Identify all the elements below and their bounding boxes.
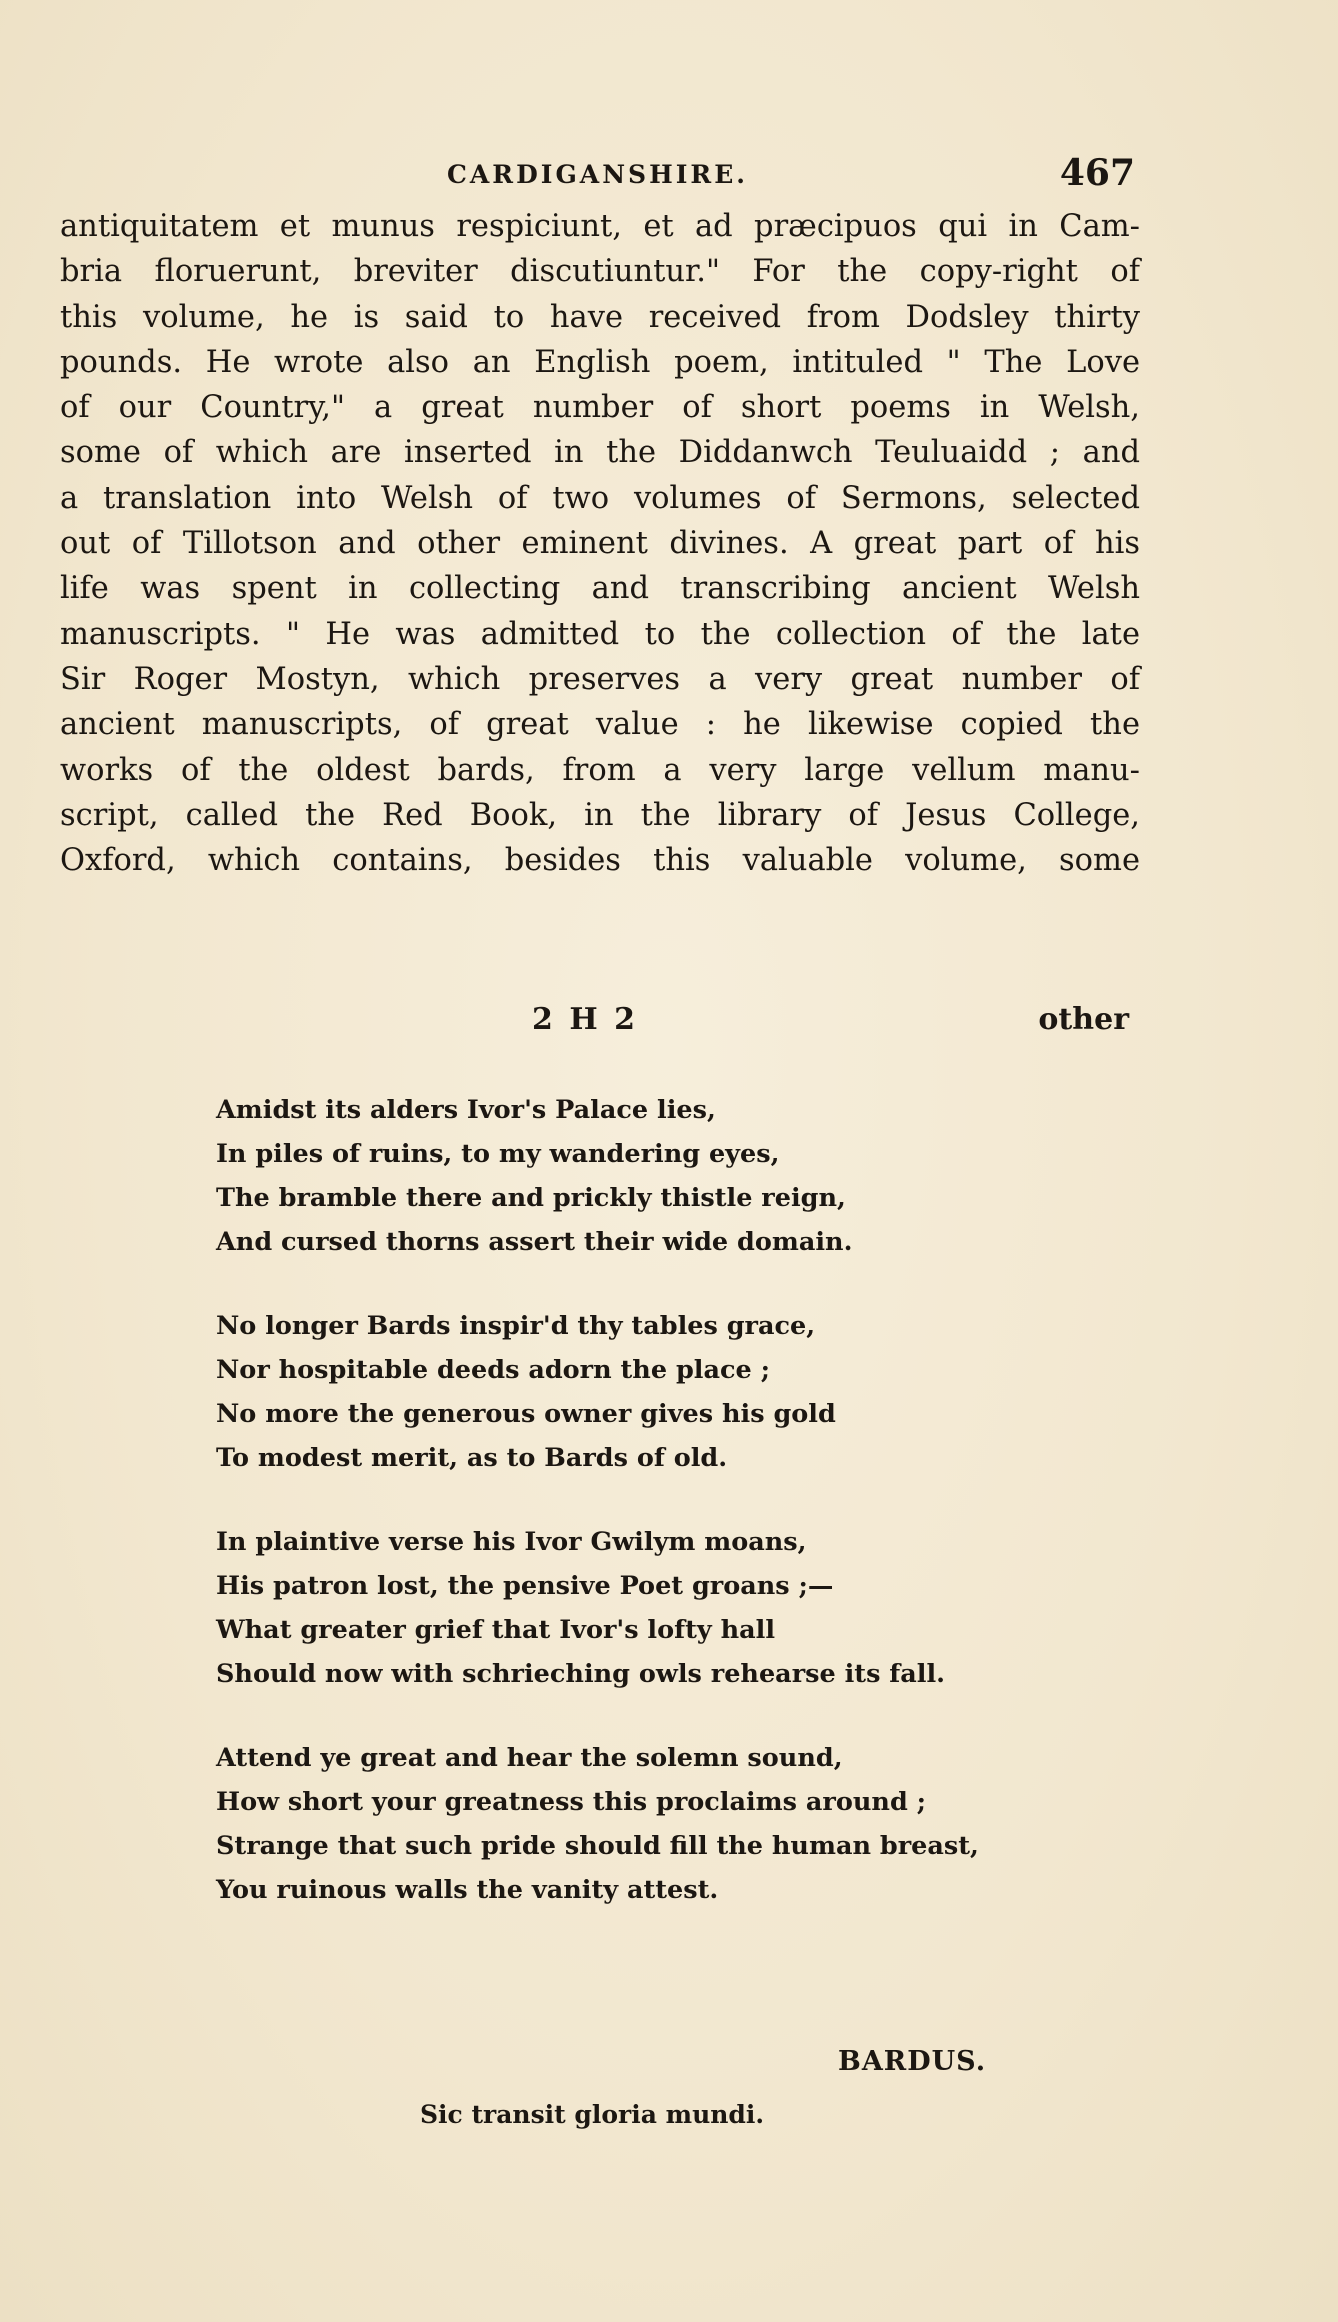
- poem-verse: In piles of ruins, to my wandering eyes,: [216, 1139, 780, 1169]
- poem-verse: Attend ye great and hear the solemn sound,: [216, 1743, 843, 1773]
- poem-verse: Should now with schrieching owls rehearse its fall.: [216, 1659, 946, 1689]
- page-header: [60, 152, 1135, 202]
- prose-line: Oxford, which contains, besides this valuable volume, some: [60, 843, 1140, 879]
- poem-stanza: [216, 1088, 996, 1264]
- poem-stanza: [216, 1520, 996, 1696]
- prose-line: script, called the Red Book, in the library of Jesus College,: [60, 797, 1140, 833]
- poem-verse: What greater grief that Ivor's lofty hall: [216, 1615, 776, 1645]
- poem-verse: Strange that such pride should fill the human breast,: [216, 1831, 979, 1861]
- running-head: CARDIGANSHIRE.: [447, 160, 748, 189]
- poem-verse: To modest merit, as to Bards of old.: [216, 1443, 728, 1473]
- prose-line: of our Country," a great number of short poems in Welsh,: [60, 390, 1140, 426]
- poem-verse: The bramble there and prickly thistle reign,: [216, 1183, 846, 1213]
- poem-verse: No longer Bards inspir'd thy tables grace,: [216, 1311, 816, 1341]
- prose-line: Sir Roger Mostyn, which preserves a very great number of: [60, 661, 1140, 697]
- poem-verse: And cursed thorns assert their wide domain.: [216, 1227, 853, 1257]
- poem-verse: Nor hospitable deeds adorn the place ;: [216, 1355, 771, 1385]
- prose-line: antiquitatem et munus respiciunt, et ad præcipuos qui in Cam-: [60, 209, 1140, 244]
- prose-line: a translation into Welsh of two volumes of Sermons, selected: [60, 480, 1140, 516]
- prose-line: this volume, he is said to have received from Dodsley thirty: [60, 299, 1140, 335]
- prose-line: life was spent in collecting and transcribing ancient Welsh: [60, 571, 1140, 607]
- poem-verse: You ruinous walls the vanity attest.: [216, 1875, 719, 1905]
- poem-verse: Amidst its alders Ivor's Palace lies,: [216, 1095, 716, 1125]
- poem-attribution: BARDUS.: [838, 2046, 987, 2077]
- poem-stanza: [216, 1736, 996, 1912]
- prose-line: manuscripts. " He was admitted to the collection of the late: [60, 616, 1140, 652]
- signature-mark: 2 H 2: [532, 1002, 638, 1037]
- prose-line: ancient manuscripts, of great value : he likewise copied the: [60, 707, 1140, 743]
- prose-line: works of the oldest bards, from a very large vellum manu-: [60, 752, 1140, 788]
- poem-stanza: [216, 1304, 996, 1480]
- poem-verse: No more the generous owner gives his gold: [216, 1399, 836, 1429]
- poem-motto: Sic transit gloria mundi.: [420, 2100, 765, 2129]
- prose-block: [60, 204, 1140, 883]
- signature-line: [60, 1002, 1135, 1048]
- prose-line: out of Tillotson and other eminent divines. A great part of his: [60, 526, 1140, 562]
- catchword: other: [1038, 1002, 1129, 1037]
- poem-verse: His patron lost, the pensive Poet groans ;—: [216, 1571, 834, 1601]
- poem-verse: In plaintive verse his Ivor Gwilym moans,: [216, 1527, 807, 1557]
- page-number: 467: [1059, 152, 1135, 194]
- prose-line: bria floruerunt, breviter discutiuntur." For the copy-right of: [60, 254, 1140, 290]
- poem-verse: How short your greatness this proclaims around ;: [216, 1787, 927, 1817]
- prose-line: some of which are inserted in the Diddanwch Teuluaidd ; and: [60, 435, 1140, 471]
- prose-line: pounds. He wrote also an English poem, intituled " The Love: [60, 344, 1140, 380]
- poem: [216, 1088, 996, 1952]
